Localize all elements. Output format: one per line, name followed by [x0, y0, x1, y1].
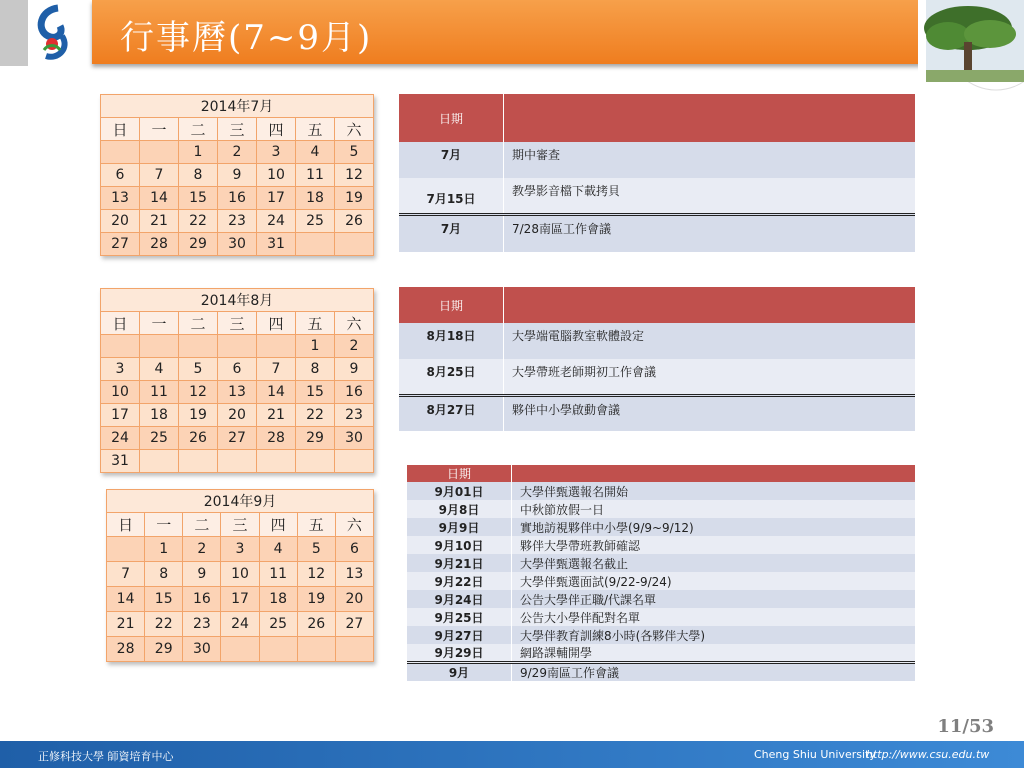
day-cell: 17 — [257, 187, 296, 210]
schedule-header-row — [407, 465, 915, 482]
day-cell: 14 — [257, 381, 296, 404]
schedule-header-event — [504, 287, 916, 323]
weekday-label: 日 — [101, 312, 140, 335]
weekday-label: 二 — [183, 513, 221, 537]
day-cell: 11 — [296, 164, 335, 187]
schedule-row — [407, 518, 915, 536]
day-cell: 25 — [140, 427, 179, 450]
week-row — [101, 210, 374, 233]
day-cell: 3 — [101, 358, 140, 381]
day-cell: 17 — [221, 587, 259, 612]
day-cell: 7 — [257, 358, 296, 381]
day-cell: 23 — [218, 210, 257, 233]
weekday-label: 一 — [140, 312, 179, 335]
schedule-row — [407, 608, 915, 626]
day-cell: 30 — [218, 233, 257, 256]
day-cell: 2 — [218, 141, 257, 164]
schedule-row — [407, 572, 915, 590]
day-cell — [257, 450, 296, 473]
day-cell: 27 — [335, 612, 373, 637]
weekday-label: 二 — [179, 312, 218, 335]
day-cell: 25 — [259, 612, 297, 637]
schedule-event: 大學伴甄選面試(9/22-9/24) — [512, 572, 916, 590]
schedule-row — [399, 359, 915, 395]
day-cell — [179, 335, 218, 358]
day-cell: 4 — [140, 358, 179, 381]
schedule-event: 公告大學伴正職/代課名單 — [512, 590, 916, 608]
day-cell: 22 — [145, 612, 183, 637]
day-cell: 19 — [335, 187, 374, 210]
day-cell: 21 — [107, 612, 145, 637]
weekday-label: 四 — [257, 118, 296, 141]
day-cell — [221, 637, 259, 662]
day-cell: 21 — [140, 210, 179, 233]
schedule-event: 網路課輔開學 — [512, 644, 916, 663]
weekday-label: 三 — [218, 118, 257, 141]
week-row — [101, 335, 374, 358]
schedule-august — [399, 287, 915, 431]
schedule-header-date: 日期 — [399, 287, 504, 323]
schedule-row — [407, 626, 915, 644]
day-cell: 31 — [257, 233, 296, 256]
weekday-label: 六 — [335, 312, 374, 335]
schedule-september — [407, 465, 915, 681]
week-row — [101, 427, 374, 450]
day-cell: 8 — [145, 562, 183, 587]
day-cell: 13 — [335, 562, 373, 587]
schedule-event: 7/28南區工作會議 — [504, 214, 916, 252]
week-row — [101, 141, 374, 164]
day-cell: 11 — [259, 562, 297, 587]
schedule-header-row — [399, 94, 915, 142]
weekday-label: 一 — [145, 513, 183, 537]
schedule-event: 夥伴中小學啟動會議 — [504, 395, 916, 431]
schedule-event: 實地訪視夥伴中小學(9/9~9/12) — [512, 518, 916, 536]
day-cell: 29 — [296, 427, 335, 450]
day-cell — [296, 450, 335, 473]
day-cell: 24 — [101, 427, 140, 450]
day-cell: 12 — [179, 381, 218, 404]
day-cell: 31 — [101, 450, 140, 473]
day-cell: 6 — [218, 358, 257, 381]
weekday-label: 五 — [296, 312, 335, 335]
day-cell: 10 — [221, 562, 259, 587]
day-cell — [101, 141, 140, 164]
week-row — [107, 587, 374, 612]
day-cell — [335, 637, 373, 662]
weekday-label: 五 — [296, 118, 335, 141]
title-bar — [92, 0, 924, 64]
week-row — [107, 637, 374, 662]
weekday-label: 五 — [297, 513, 335, 537]
calendar-caption: 2014年9月 — [107, 490, 374, 513]
day-cell: 14 — [140, 187, 179, 210]
schedule-event: 中秋節放假一日 — [512, 500, 916, 518]
day-cell: 7 — [107, 562, 145, 587]
day-cell — [335, 233, 374, 256]
weekday-label: 四 — [259, 513, 297, 537]
schedule-row — [407, 536, 915, 554]
day-cell: 1 — [296, 335, 335, 358]
day-cell: 3 — [221, 537, 259, 562]
schedule-date: 9月25日 — [407, 608, 512, 626]
week-row — [107, 612, 374, 637]
schedule-date: 7月 — [399, 142, 504, 178]
day-cell: 23 — [183, 612, 221, 637]
weekday-row — [101, 118, 374, 141]
day-cell: 9 — [335, 358, 374, 381]
day-cell: 28 — [140, 233, 179, 256]
schedule-event: 大學伴甄選報名截止 — [512, 554, 916, 572]
schedule-row — [399, 214, 915, 252]
schedule-row — [407, 644, 915, 663]
day-cell: 1 — [145, 537, 183, 562]
calendar-september — [106, 489, 374, 662]
day-cell: 5 — [297, 537, 335, 562]
day-cell — [179, 450, 218, 473]
day-cell: 16 — [335, 381, 374, 404]
weekday-label: 三 — [218, 312, 257, 335]
day-cell: 20 — [218, 404, 257, 427]
day-cell: 15 — [296, 381, 335, 404]
day-cell: 6 — [335, 537, 373, 562]
day-cell: 23 — [335, 404, 374, 427]
day-cell: 24 — [257, 210, 296, 233]
schedule-date: 9月29日 — [407, 644, 512, 663]
day-cell: 18 — [140, 404, 179, 427]
day-cell: 22 — [296, 404, 335, 427]
weekday-label: 三 — [221, 513, 259, 537]
week-row — [101, 450, 374, 473]
day-cell: 28 — [107, 637, 145, 662]
day-cell: 26 — [179, 427, 218, 450]
weekday-label: 日 — [101, 118, 140, 141]
day-cell: 27 — [218, 427, 257, 450]
schedule-row — [407, 663, 915, 682]
day-cell: 27 — [101, 233, 140, 256]
schedule-header-row — [399, 287, 915, 323]
weekday-row — [101, 312, 374, 335]
schedule-date: 9月24日 — [407, 590, 512, 608]
day-cell: 8 — [296, 358, 335, 381]
schedule-event: 大學伴甄選報名開始 — [512, 482, 916, 500]
calendar-caption: 2014年7月 — [101, 95, 374, 118]
day-cell: 25 — [296, 210, 335, 233]
week-row — [101, 381, 374, 404]
day-cell — [140, 450, 179, 473]
day-cell: 3 — [257, 141, 296, 164]
schedule-header-date: 日期 — [399, 94, 504, 142]
day-cell: 22 — [179, 210, 218, 233]
day-cell — [296, 233, 335, 256]
schedule-row — [407, 500, 915, 518]
schedule-row — [399, 142, 915, 178]
day-cell: 19 — [179, 404, 218, 427]
schedule-event: 期中審查 — [504, 142, 916, 178]
page-title: 行事曆(7~9月) — [120, 18, 373, 58]
schedule-event: 大學帶班老師期初工作會議 — [504, 359, 916, 395]
weekday-label: 一 — [140, 118, 179, 141]
day-cell — [335, 450, 374, 473]
day-cell: 20 — [335, 587, 373, 612]
schedule-row — [407, 590, 915, 608]
schedule-date: 9月 — [407, 663, 512, 682]
schedule-date: 9月27日 — [407, 626, 512, 644]
schedule-row — [399, 323, 915, 359]
week-row — [101, 358, 374, 381]
day-cell: 30 — [183, 637, 221, 662]
day-cell: 4 — [296, 141, 335, 164]
day-cell: 1 — [179, 141, 218, 164]
weekday-label: 六 — [335, 118, 374, 141]
day-cell: 16 — [218, 187, 257, 210]
logo — [0, 0, 92, 66]
schedule-date: 8月27日 — [399, 395, 504, 431]
day-cell — [259, 637, 297, 662]
day-cell: 4 — [259, 537, 297, 562]
weekday-label: 日 — [107, 513, 145, 537]
day-cell: 30 — [335, 427, 374, 450]
schedule-date: 8月18日 — [399, 323, 504, 359]
schedule-event: 大學伴教育訓練8小時(各夥伴大學) — [512, 626, 916, 644]
schedule-row — [407, 482, 915, 500]
calendar-caption: 2014年8月 — [101, 289, 374, 312]
schedule-date: 7月 — [399, 214, 504, 252]
day-cell — [140, 141, 179, 164]
schedule-date: 9月10日 — [407, 536, 512, 554]
day-cell: 24 — [221, 612, 259, 637]
schedule-header-date: 日期 — [407, 465, 512, 482]
footer-bar — [0, 741, 1024, 768]
weekday-label: 二 — [179, 118, 218, 141]
day-cell: 15 — [179, 187, 218, 210]
day-cell: 16 — [183, 587, 221, 612]
day-cell: 29 — [179, 233, 218, 256]
schedule-date: 9月9日 — [407, 518, 512, 536]
day-cell: 18 — [296, 187, 335, 210]
footer-university: Cheng Shiu University — [754, 748, 876, 761]
day-cell — [101, 335, 140, 358]
day-cell: 8 — [179, 164, 218, 187]
tree-image — [918, 0, 1024, 96]
day-cell: 11 — [140, 381, 179, 404]
schedule-event: 公告大小學伴配對名單 — [512, 608, 916, 626]
schedule-row — [399, 178, 915, 214]
day-cell: 28 — [257, 427, 296, 450]
schedule-date: 8月25日 — [399, 359, 504, 395]
week-row — [101, 164, 374, 187]
day-cell — [140, 335, 179, 358]
footer-url[interactable]: http://www.csu.edu.tw — [866, 748, 990, 761]
day-cell: 2 — [183, 537, 221, 562]
schedule-header-event — [512, 465, 916, 482]
week-row — [101, 233, 374, 256]
day-cell: 26 — [335, 210, 374, 233]
calendar-august — [100, 288, 374, 473]
weekday-row — [107, 513, 374, 537]
day-cell — [218, 450, 257, 473]
week-row — [107, 537, 374, 562]
schedule-july — [399, 94, 915, 252]
schedule-event: 大學端電腦教室軟體設定 — [504, 323, 916, 359]
day-cell: 21 — [257, 404, 296, 427]
schedule-date: 9月8日 — [407, 500, 512, 518]
day-cell — [218, 335, 257, 358]
day-cell: 9 — [218, 164, 257, 187]
day-cell: 7 — [140, 164, 179, 187]
day-cell: 18 — [259, 587, 297, 612]
schedule-event: 夥伴大學帶班教師確認 — [512, 536, 916, 554]
schedule-event: 教學影音檔下載拷貝 — [504, 178, 916, 214]
schedule-row — [407, 554, 915, 572]
day-cell: 5 — [179, 358, 218, 381]
weekday-label: 六 — [335, 513, 373, 537]
schedule-date: 9月21日 — [407, 554, 512, 572]
footer-org: 正修科技大學 師資培育中心 — [38, 750, 174, 763]
schedule-date: 9月22日 — [407, 572, 512, 590]
day-cell — [107, 537, 145, 562]
week-row — [101, 404, 374, 427]
day-cell: 20 — [101, 210, 140, 233]
day-cell: 12 — [335, 164, 374, 187]
day-cell: 17 — [101, 404, 140, 427]
day-cell: 10 — [101, 381, 140, 404]
week-row — [101, 187, 374, 210]
schedule-date: 9月01日 — [407, 482, 512, 500]
day-cell: 19 — [297, 587, 335, 612]
day-cell: 2 — [335, 335, 374, 358]
schedule-header-event — [504, 94, 916, 142]
day-cell: 5 — [335, 141, 374, 164]
day-cell: 10 — [257, 164, 296, 187]
day-cell: 9 — [183, 562, 221, 587]
schedule-row — [399, 395, 915, 431]
week-row — [107, 562, 374, 587]
day-cell — [257, 335, 296, 358]
day-cell: 26 — [297, 612, 335, 637]
day-cell: 29 — [145, 637, 183, 662]
day-cell: 15 — [145, 587, 183, 612]
day-cell: 6 — [101, 164, 140, 187]
page-number: 11/53 — [937, 716, 994, 737]
schedule-event: 9/29南區工作會議 — [512, 663, 916, 682]
schedule-date: 7月15日 — [399, 178, 504, 214]
weekday-label: 四 — [257, 312, 296, 335]
day-cell: 13 — [218, 381, 257, 404]
day-cell: 14 — [107, 587, 145, 612]
day-cell — [297, 637, 335, 662]
calendar-july — [100, 94, 374, 256]
day-cell: 13 — [101, 187, 140, 210]
day-cell: 12 — [297, 562, 335, 587]
